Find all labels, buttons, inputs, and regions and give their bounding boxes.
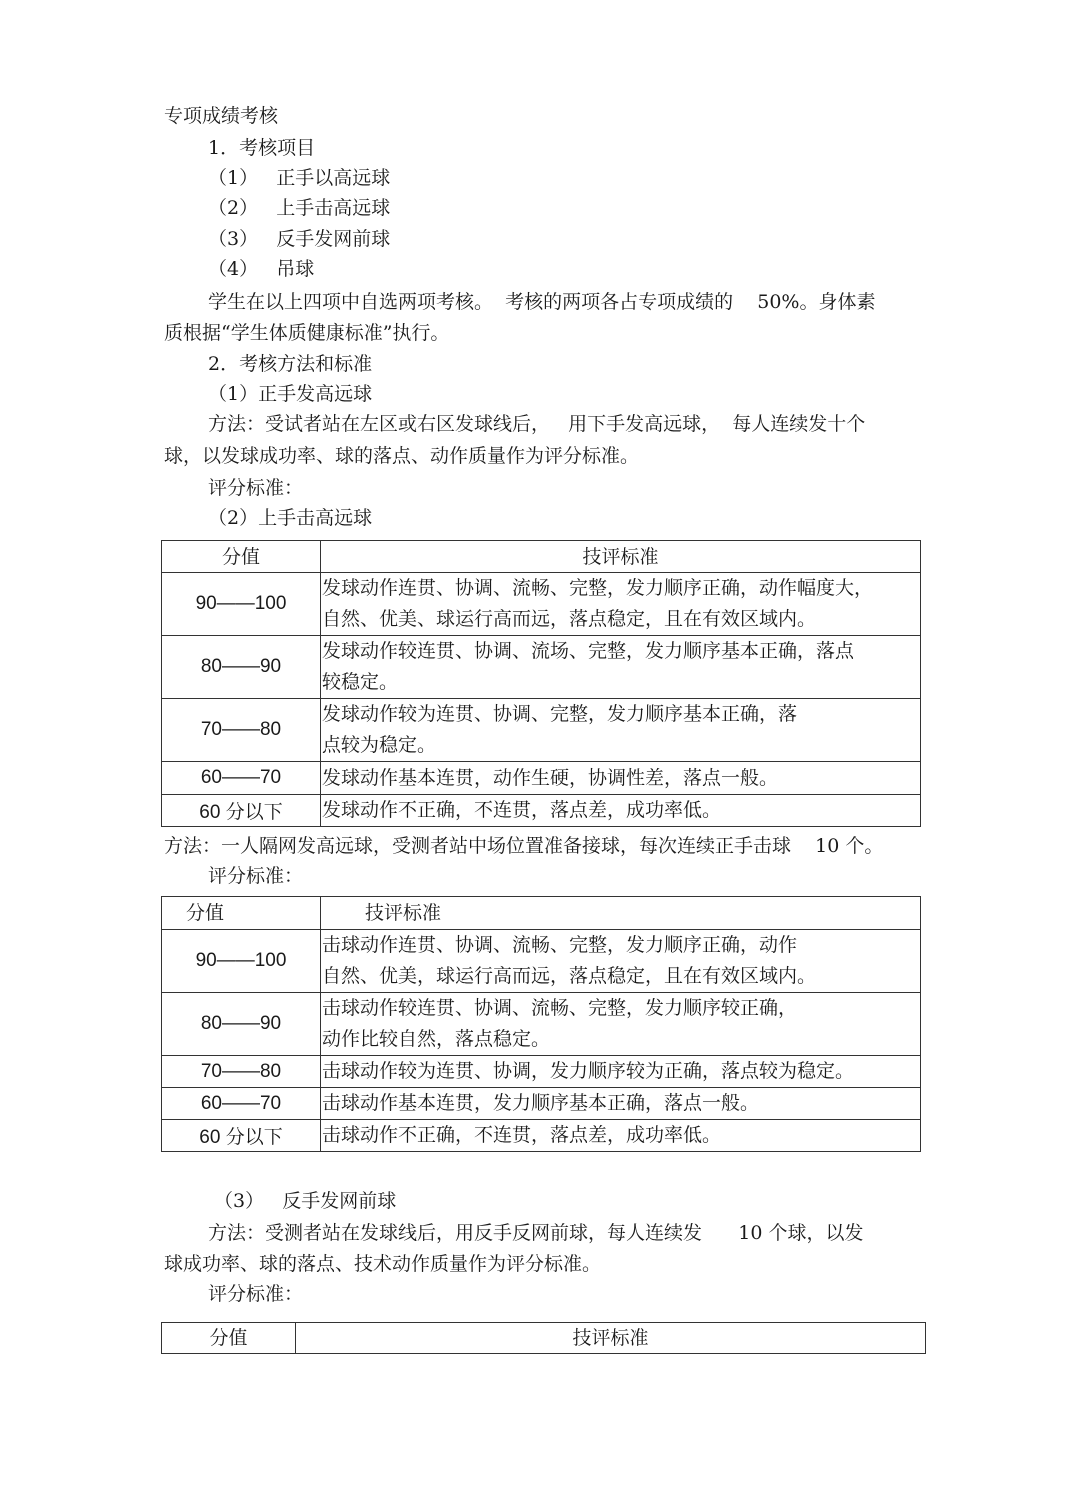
table-row — [162, 636, 921, 699]
criteria-cell: 击球动作连贯、协调、流畅、完整，发力顺序正确，动作 自然、优美，球运行高而远，落点稳定，且在有效区域内。 — [321, 930, 921, 993]
score-cell: 80——90 — [162, 993, 321, 1056]
item-1: （1） 正手以高远球 — [208, 167, 391, 189]
score-cell: 80——90 — [162, 636, 321, 699]
paragraph-1-line-2: 质根据“学生体质健康标准”执行。 — [164, 322, 450, 344]
table-row — [162, 993, 921, 1056]
doc-title: 专项成绩考核 — [164, 105, 279, 127]
header-criteria: 技评标准 — [321, 541, 921, 573]
criteria-2-label: 评分标准： — [208, 865, 304, 887]
table-row — [162, 930, 921, 993]
score-cell: 70——80 — [162, 699, 321, 762]
criteria-cell: 发球动作连贯、协调、流畅、完整，发力顺序正确，动作幅度大， 自然、优美、球运行高而远，落点稳定，且在有效区域内。 — [321, 573, 921, 636]
header-score: 分值 — [162, 1323, 296, 1354]
method-1-line-2: 球，以发球成功率、球的落点、动作质量作为评分标准。 — [164, 445, 640, 467]
table-header-row — [162, 897, 921, 930]
item-3: （3） 反手发网前球 — [208, 228, 391, 250]
criteria-cell: 发球动作基本连贯，动作生硬，协调性差，落点一般。 — [321, 762, 921, 795]
header-score: 分值 — [162, 897, 321, 930]
criteria-cell: 发球动作较为连贯、协调、完整，发力顺序基本正确，落 点较为稳定。 — [321, 699, 921, 762]
score-cell: 60 分以下 — [162, 1120, 321, 1152]
score-cell: 90——100 — [162, 573, 321, 636]
table-row — [162, 762, 921, 795]
scoring-table-1 — [161, 540, 921, 827]
subsection-1-heading: （1）正手发高远球 — [208, 383, 373, 405]
header-criteria: 技评标准 — [296, 1323, 926, 1354]
table-row — [162, 573, 921, 636]
scoring-table-2 — [161, 896, 921, 1152]
table-row — [162, 699, 921, 762]
criteria-cell: 发球动作较连贯、协调、流场、完整，发力顺序基本正确，落点 较稳定。 — [321, 636, 921, 699]
criteria-cell: 击球动作基本连贯，发力顺序基本正确，落点一般。 — [321, 1088, 921, 1120]
table-row — [162, 795, 921, 827]
table-header-row — [162, 1323, 926, 1354]
method-3-line-2: 球成功率、球的落点、技术动作质量作为评分标准。 — [164, 1253, 602, 1275]
criteria-cell: 发球动作不正确，不连贯，落点差，成功率低。 — [321, 795, 921, 827]
criteria-cell: 击球动作较为连贯、协调，发力顺序较为正确，落点较为稳定。 — [321, 1056, 921, 1088]
item-4: （4） 吊球 — [208, 258, 315, 280]
criteria-1-label: 评分标准： — [208, 477, 304, 499]
table-header-row — [162, 541, 921, 573]
table-row — [162, 1056, 921, 1088]
subsection-2-heading: （2）上手击高远球 — [208, 507, 373, 529]
method-1-line-1: 方法：受试者站在左区或右区发球线后， 用下手发高远球， 每人连续发十个 — [208, 413, 866, 435]
scoring-table-3 — [161, 1322, 926, 1354]
table-row — [162, 1088, 921, 1120]
section-2-heading: 2．考核方法和标准 — [208, 353, 373, 375]
score-cell: 60——70 — [162, 762, 321, 795]
header-criteria: 技评标准 — [321, 897, 921, 930]
paragraph-1-line-1: 学生在以上四项中自选两项考核。 考核的两项各占专项成绩的 50%。身体素 — [208, 291, 876, 313]
item-2: （2） 上手击高远球 — [208, 197, 391, 219]
score-cell: 70——80 — [162, 1056, 321, 1088]
score-cell: 60——70 — [162, 1088, 321, 1120]
table-row — [162, 1120, 921, 1152]
criteria-3-label: 评分标准： — [208, 1283, 304, 1305]
criteria-cell: 击球动作不正确，不连贯，落点差，成功率低。 — [321, 1120, 921, 1152]
header-score: 分值 — [162, 541, 321, 573]
score-cell: 90——100 — [162, 930, 321, 993]
score-cell: 60 分以下 — [162, 795, 321, 827]
method-2: 方法：一人隔网发高远球，受测者站中场位置准备接球，每次连续正手击球 10 个。 — [164, 835, 884, 857]
criteria-cell: 击球动作较连贯、协调、流畅、完整，发力顺序较正确， 动作比较自然，落点稳定。 — [321, 993, 921, 1056]
section-1-heading: 1．考核项目 — [208, 137, 316, 159]
method-3-line-1: 方法：受测者站在发球线后，用反手反网前球，每人连续发 10 个球，以发 — [208, 1222, 864, 1244]
subsection-3-heading: （3） 反手发网前球 — [214, 1190, 397, 1212]
